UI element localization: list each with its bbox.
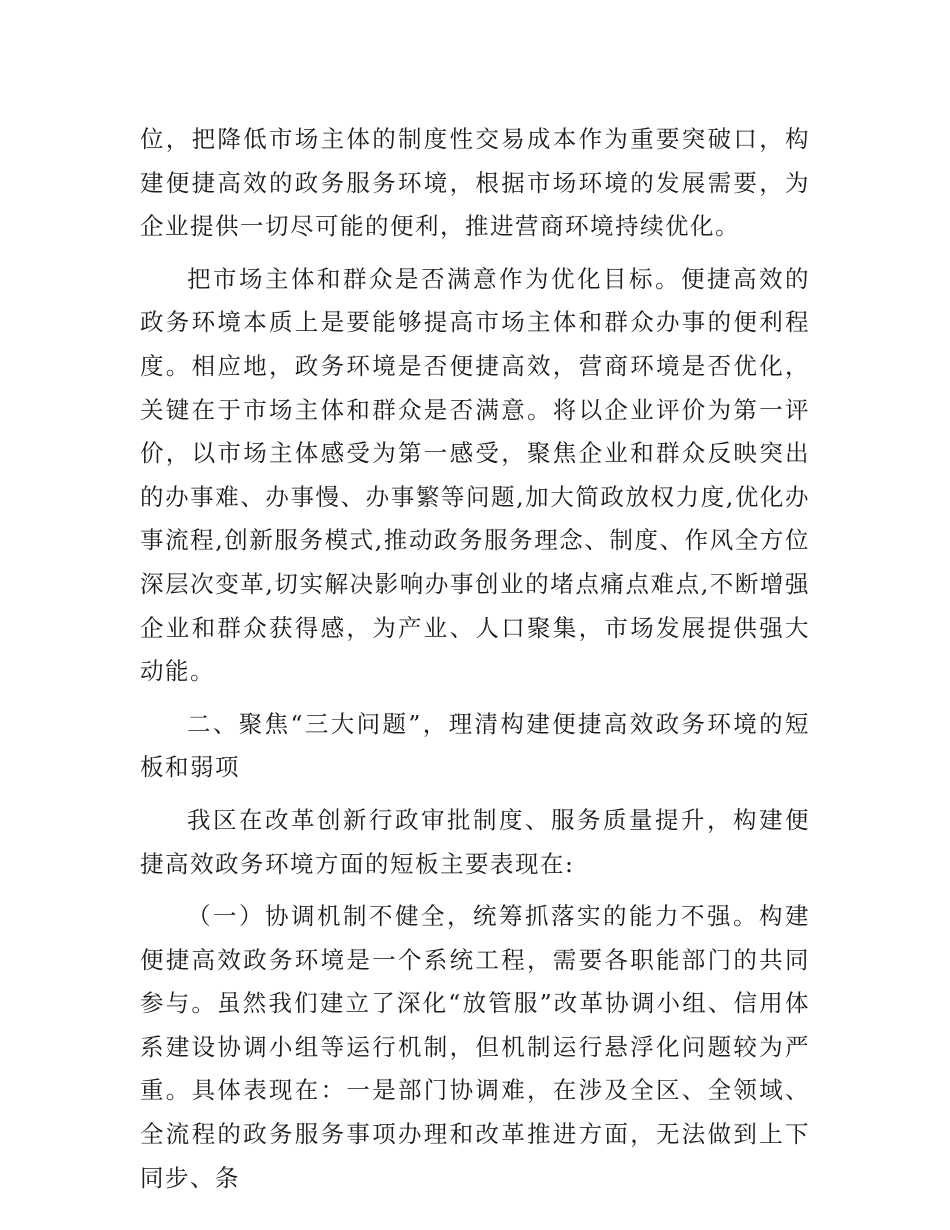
- document-body: [140, 118, 810, 1209]
- paragraph-continuation: 位，把降低市场主体的制度性交易成本作为重要突破口，构建便捷高效的政务服务环境，根据市场环境的发展需要，为企业提供一切尽可能的便利，推进营商环境持续优化。: [140, 125, 810, 241]
- paragraph-coordination-mechanism: （一）协调机制不健全，统筹抓落实的能力不强。构建便捷高效政务环境是一个系统工程，需要各职能部门的共同参与。虽然我们建立了深化“放管服”改革协调小组、信用体系建设协调小组等运行机制，但机制运行悬浮化问题较为严重。具体表现在：一是部门协调难，在涉及全区、全领域、全流程的政务服务事项办理和改革推进方面，无法做到上下同步、条: [140, 902, 810, 1192]
- paragraph-optimization-goal: 把市场主体和群众是否满意作为优化目标。便捷高效的政务环境本质上是要能够提高市场主体和群众办事的便利程度。相应地，政务环境是否便捷高效，营商环境是否优化，关键在于市场主体和群众是否满意。将以企业评价为第一评价，以市场主体感受为第一感受，聚焦企业和群众反映突出的办事难、办事慢、办事繁等问题,加大简政放权力度,优化办事流程,创新服务模式,推动政务服务理念、制度、作风全方位深层次变革,切实解决影响办事创业的堵点痛点难点,不断增强企业和群众获得感，为产业、人口聚集，市场发展提供强大动能。: [140, 264, 810, 686]
- paragraph-shortcomings-intro: 我区在改革创新行政审批制度、服务质量提升，构建便捷高效政务环境方面的短板主要表现在:: [140, 805, 810, 878]
- section-heading-two: 二、聚焦“三大问题”，理清构建便捷高效政务环境的短板和弱项: [140, 709, 810, 782]
